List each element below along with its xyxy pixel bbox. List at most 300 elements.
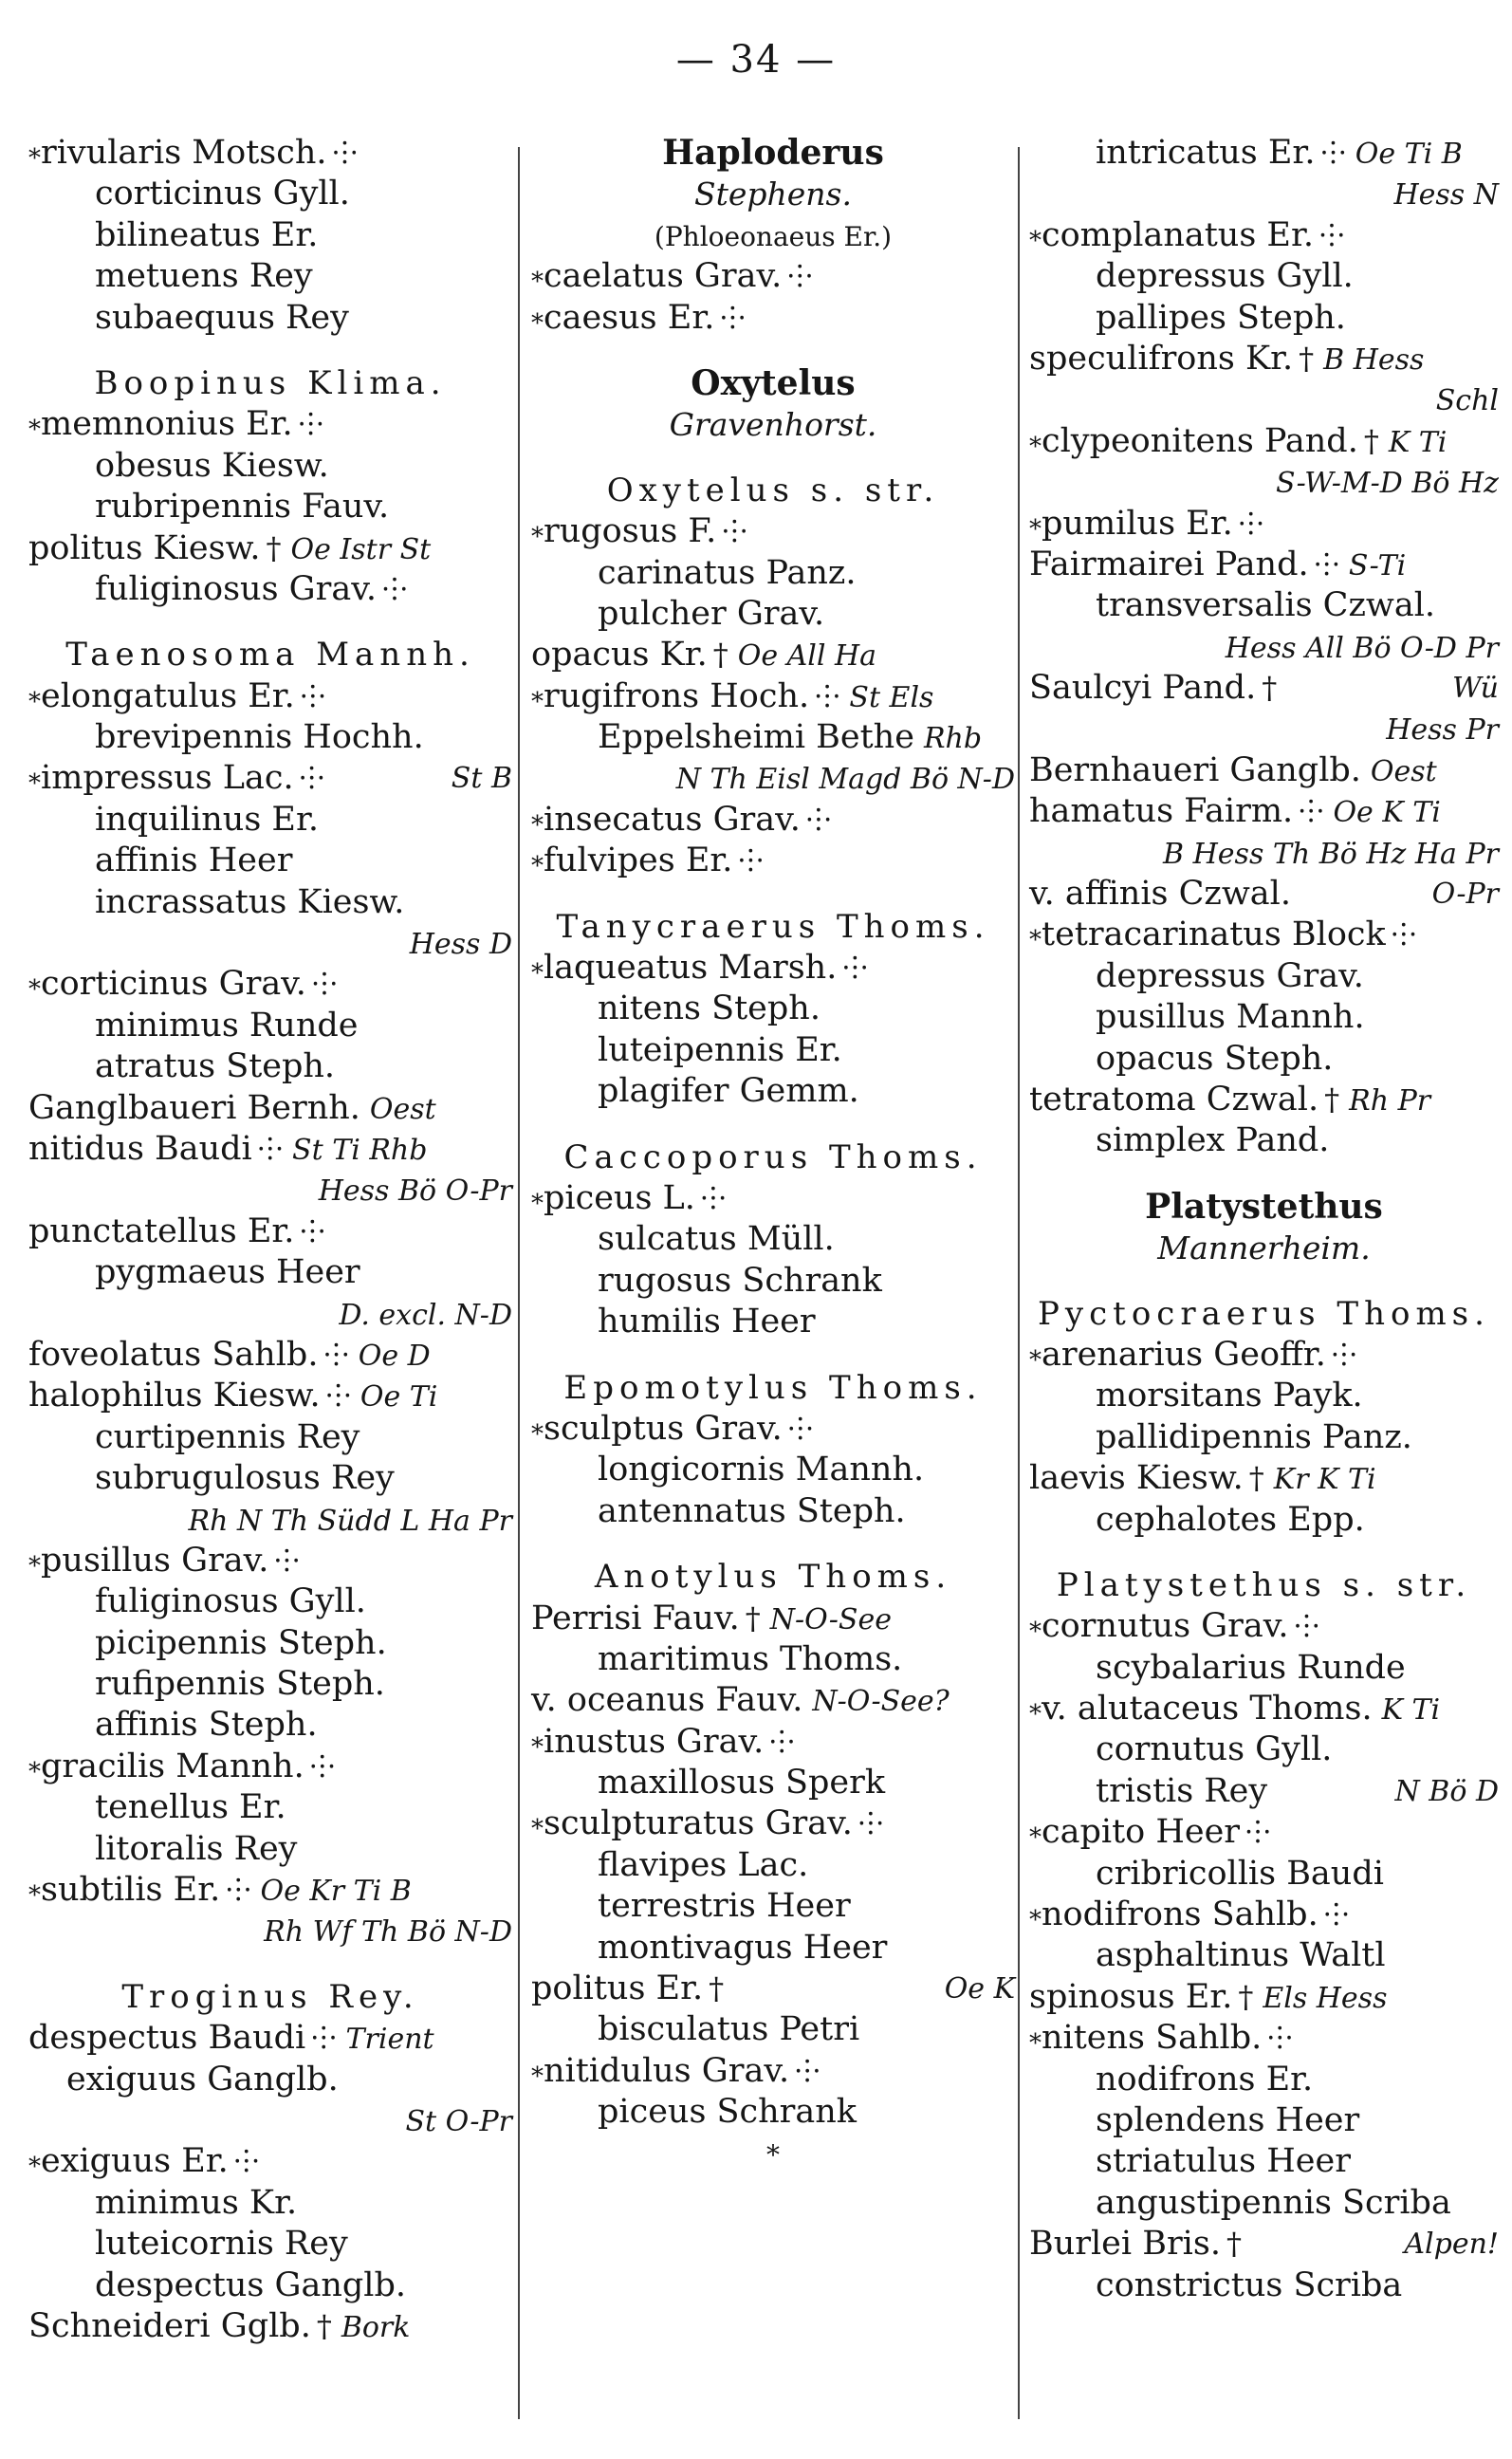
occurrence-symbol: ⸭ [382, 570, 408, 607]
occurrence-symbol: † [1248, 1460, 1264, 1497]
species-name: rugifrons Hoch. [544, 676, 810, 715]
distribution-text: Rhb [923, 722, 983, 756]
species-entry [28, 800, 512, 841]
asterisk-mark: * [1029, 2029, 1042, 2059]
species-entry [1029, 421, 1499, 462]
species-entry [1029, 997, 1499, 1038]
species-entry [28, 298, 512, 339]
species-name: rubripennis Fauv. [95, 488, 390, 527]
asterisk-mark: * [531, 1419, 544, 1449]
species-entry [28, 1046, 512, 1087]
species-name: minimus Runde [95, 1006, 359, 1045]
species-entry [1029, 2183, 1499, 2224]
occurrence-symbol: ⸭ [1320, 135, 1346, 171]
distribution-text: Trient [345, 2023, 434, 2057]
distribution-text: Oe K Ti [1333, 796, 1441, 830]
species-entry [1029, 1771, 1499, 1812]
species-name: morsitans Payk. [1096, 1377, 1363, 1415]
occurrence-symbol: ⸭ [769, 1723, 795, 1760]
distribution-line [531, 758, 1015, 799]
heading-text: Pyctocraerus Thoms. [1038, 1294, 1490, 1333]
occurrence-symbol: ⸭ [1299, 793, 1324, 830]
distribution-text: Hess Bö O-Pr [318, 1174, 512, 1209]
species-entry [1029, 1120, 1499, 1161]
asterisk-mark: * [28, 1757, 41, 1786]
asterisk-mark: * [1029, 1618, 1042, 1647]
occurrence-symbol: ⸭ [815, 677, 840, 714]
species-name: corticinus Gyll. [95, 175, 350, 213]
species-entry [28, 2141, 512, 2182]
occurrence-symbol: ⸭ [1245, 1814, 1271, 1851]
asterisk-mark: * [1029, 1700, 1042, 1729]
species-name: pumilus Er. [1042, 504, 1233, 543]
column-1 [28, 133, 512, 2410]
occurrence-symbol: ⸭ [325, 1377, 351, 1414]
species-entry [28, 1417, 512, 1458]
column-2 [531, 133, 1015, 2410]
occurrence-symbol: ⸭ [299, 760, 324, 797]
asterisk-mark: * [1029, 1345, 1042, 1375]
spacer [531, 1532, 1015, 1557]
distribution-text: Hess N [1393, 178, 1499, 213]
species-entry [1029, 1080, 1499, 1120]
species-name: insecatus Grav. [544, 800, 801, 839]
species-name: nitens Steph. [598, 989, 821, 1028]
heading-text: Taenosoma Mannh. [65, 636, 475, 675]
occurrence-symbol: ⸭ [1314, 545, 1339, 582]
heading-text: Oxytelus [691, 362, 856, 403]
heading-text: Haploderus [662, 133, 884, 173]
distribution-text: O-Pr [1431, 878, 1499, 912]
spacer [531, 1343, 1015, 1368]
species-entry [28, 1211, 512, 1252]
genus-heading [28, 635, 512, 675]
species-entry [28, 2183, 512, 2224]
species-entry [531, 948, 1015, 989]
asterisk-mark: * [28, 2153, 41, 2182]
occurrence-symbol: ⸭ [1331, 1336, 1357, 1373]
asterisk-mark: * [531, 268, 544, 297]
species-entry [1029, 791, 1499, 832]
distribution-text: Oe Istr St [290, 532, 432, 566]
asterisk-mark: * [531, 1815, 544, 1844]
heading-text: Anotylus Thoms. [594, 1558, 952, 1597]
asterisk-mark: * [28, 975, 41, 1005]
species-name: politus Er. [531, 1969, 704, 2008]
species-entry [28, 1376, 512, 1416]
distribution-text: Oe Kr Ti B [260, 1875, 412, 1909]
species-name: sculptus Grav. [544, 1409, 783, 1448]
species-entry [1029, 298, 1499, 339]
asterisk-mark: * [531, 1189, 544, 1218]
column-divider [518, 147, 520, 2419]
occurrence-symbol: † [1324, 1081, 1340, 1118]
species-entry [28, 1664, 512, 1705]
spacer [1029, 1541, 1499, 1565]
spacer [531, 446, 1015, 471]
occurrence-symbol: ⸭ [1391, 916, 1417, 953]
occurrence-symbol: ⸭ [1294, 1608, 1319, 1645]
species-name: despectus Ganglb. [95, 2265, 406, 2304]
species-name: Saulcyi Pand. [1029, 669, 1257, 708]
species-name: rugosus Schrank [598, 1261, 882, 1300]
genus-heading [531, 1557, 1015, 1598]
species-name: terrestris Heer [598, 1887, 851, 1926]
asterisk-mark: * [28, 769, 41, 799]
species-entry [1029, 133, 1499, 174]
species-name: exiguus Er. [41, 2142, 229, 2181]
species-entry [28, 174, 512, 214]
species-name: luteipennis Er. [598, 1030, 842, 1069]
species-name: foveolatus Sahlb. [28, 1335, 319, 1374]
occurrence-symbol: ⸭ [787, 258, 813, 295]
species-entry [531, 1302, 1015, 1342]
species-entry [531, 1680, 1015, 1721]
genus-heading [531, 907, 1015, 948]
species-name: metuens Rey [95, 257, 313, 296]
species-entry [531, 989, 1015, 1029]
species-name: tetracarinatus Block [1042, 915, 1386, 954]
species-name: asphaltinus Waltl [1096, 1936, 1386, 1975]
species-name: tenellus Er. [95, 1788, 286, 1827]
distribution-text: Schl [1435, 384, 1499, 418]
spacer [1029, 1269, 1499, 1294]
species-name: cephalotes Epp. [1096, 1500, 1365, 1539]
occurrence-symbol: ⸭ [300, 1212, 325, 1249]
species-entry [28, 404, 512, 445]
distribution-text: N-O-See? [812, 1685, 950, 1719]
species-name: caesus Er. [544, 298, 715, 337]
spacer [531, 339, 1015, 363]
heading-text: Gravenhorst. [669, 406, 877, 444]
species-entry [1029, 1729, 1499, 1770]
species-entry [1029, 1895, 1499, 1935]
species-entry [531, 1450, 1015, 1490]
asterisk-mark: * [1029, 432, 1042, 461]
heading-text: Boopinus Klima. [94, 363, 447, 402]
occurrence-symbol: † [745, 1599, 761, 1636]
species-entry [531, 553, 1015, 594]
asterisk-mark: * [531, 308, 544, 338]
occurrence-symbol: † [1262, 670, 1278, 707]
distribution-text: B Hess Th Bö Hz Ha Pr [1163, 837, 1499, 871]
spacer [531, 882, 1015, 907]
species-name: Schneideri Gglb. [28, 2306, 311, 2345]
genus-heading [531, 363, 1015, 404]
species-entry [531, 1886, 1015, 1927]
species-name: scybalarius Runde [1096, 1648, 1406, 1687]
genus-heading [1029, 1565, 1499, 1606]
species-entry [1029, 2100, 1499, 2141]
species-entry [28, 215, 512, 256]
species-name: subaequus Rey [95, 298, 349, 337]
species-name: piceus Schrank [598, 2093, 857, 2132]
distribution-text: Hess All Bö O-D Pr [1225, 631, 1499, 665]
species-entry [531, 1071, 1015, 1112]
species-name: punctatellus Er. [28, 1211, 295, 1250]
distribution-text: Kr K Ti [1273, 1463, 1376, 1497]
occurrence-symbol: ⸭ [311, 966, 338, 1003]
species-name: simplex Pand. [1096, 1121, 1330, 1160]
species-entry [1029, 1689, 1499, 1729]
species-entry [28, 256, 512, 297]
occurrence-symbol: † [712, 637, 728, 674]
heading-text: Platystethus [1145, 1186, 1383, 1227]
distribution-line [1029, 462, 1499, 503]
occurrence-symbol: ⸭ [722, 513, 747, 550]
genus-heading [531, 471, 1015, 511]
species-name: opacus Steph. [1096, 1039, 1334, 1078]
occurrence-symbol: ⸭ [309, 1747, 336, 1784]
species-name: v. oceanus Fauv. [531, 1681, 803, 1720]
occurrence-symbol: ⸭ [720, 299, 746, 336]
genus-heading [531, 2134, 1015, 2174]
species-entry [531, 1803, 1015, 1844]
species-entry [1029, 1854, 1499, 1895]
species-name: cribricollis Baudi [1096, 1854, 1384, 1893]
distribution-line [1029, 709, 1499, 749]
asterisk-mark: * [28, 687, 41, 716]
distribution-line [28, 1500, 512, 1541]
occurrence-symbol: ⸭ [738, 842, 764, 879]
heading-text: Oxytelus s. str. [606, 471, 940, 509]
genus-heading [1029, 1187, 1499, 1228]
occurrence-symbol: ⸭ [787, 1410, 813, 1447]
species-name: Burlei Bris. [1029, 2225, 1221, 2264]
occurrence-symbol: ⸭ [274, 1542, 300, 1579]
heading-text: * [766, 2138, 780, 2171]
species-entry [28, 2306, 512, 2347]
occurrence-symbol: ⸭ [298, 406, 323, 443]
species-name: nitens Sahlb. [1042, 2019, 1263, 2058]
species-name: obesus Kiesw. [95, 446, 329, 485]
species-entry [1029, 874, 1499, 915]
species-entry [531, 298, 1015, 339]
occurrence-symbol: † [1299, 340, 1315, 377]
distribution-text: St B [451, 762, 512, 796]
species-name: transversalis Czwal. [1096, 586, 1436, 625]
species-entry [531, 1261, 1015, 1302]
species-name: Eppelsheimi Bethe [598, 718, 914, 757]
occurrence-symbol: ⸭ [842, 950, 868, 987]
species-entry [531, 511, 1015, 552]
species-name: brevipennis Hochh. [95, 718, 424, 757]
species-entry [1029, 256, 1499, 297]
species-entry [1029, 2141, 1499, 2182]
species-entry [531, 1219, 1015, 1260]
distribution-text: N Th Eisl Magd Bö N-D [675, 763, 1015, 797]
species-entry [1029, 545, 1499, 585]
genus-heading [531, 1137, 1015, 1178]
species-name: curtipennis Rey [95, 1417, 360, 1456]
species-name: pusillus Mannh. [1096, 998, 1365, 1037]
species-entry [531, 2009, 1015, 2050]
distribution-text: St O-Pr [405, 2104, 512, 2138]
distribution-text: Rh Wf Th Bö N-D [264, 1915, 512, 1950]
species-name: capito Heer [1042, 1813, 1241, 1852]
distribution-text: N-O-See [769, 1602, 892, 1636]
page-number: — 34 — [675, 38, 837, 82]
species-entry [1029, 2265, 1499, 2306]
occurrence-symbol: ⸭ [805, 801, 832, 838]
occurrence-symbol: † [316, 2307, 332, 2344]
heading-text: Stephens. [694, 176, 852, 213]
species-name: laqueatus Marsh. [544, 949, 838, 988]
species-entry [28, 882, 512, 923]
distribution-line [28, 1170, 512, 1211]
species-entry [1029, 1417, 1499, 1458]
species-entry [531, 1491, 1015, 1532]
species-name: splendens Heer [1096, 2100, 1360, 2139]
occurrence-symbol: ⸭ [311, 2020, 337, 2057]
species-entry [531, 1763, 1015, 1803]
asterisk-mark: * [28, 1551, 41, 1581]
distribution-text: Oe K [944, 1972, 1015, 2006]
occurrence-symbol: ⸭ [323, 1336, 349, 1373]
species-entry [28, 1252, 512, 1293]
species-name: pusillus Grav. [41, 1541, 269, 1580]
species-entry [531, 800, 1015, 841]
species-name: maxillosus Sperk [598, 1764, 886, 1803]
species-name: inustus Grav. [544, 1722, 765, 1761]
occurrence-symbol: ⸭ [226, 1872, 251, 1909]
species-name: piceus L. [544, 1178, 695, 1217]
distribution-text: Hess Pr [1386, 713, 1499, 748]
species-name: antennatus Steph. [598, 1491, 906, 1530]
asterisk-mark: * [1029, 926, 1042, 955]
species-entry [28, 676, 512, 717]
distribution-text: Wü [1452, 672, 1499, 706]
species-entry [531, 1969, 1015, 2009]
species-entry [28, 1870, 512, 1911]
occurrence-symbol: † [709, 1970, 725, 2007]
distribution-text: Alpen! [1404, 2228, 1499, 2262]
distribution-line [28, 923, 512, 964]
species-entry [28, 446, 512, 487]
species-entry [1029, 339, 1499, 379]
heading-text: (Phloeonaeus Er.) [654, 220, 893, 252]
species-name: affinis Steph. [95, 1706, 318, 1745]
occurrence-symbol: ⸭ [1323, 1896, 1349, 1933]
species-entry [531, 1722, 1015, 1763]
distribution-text: Oe Ti [360, 1380, 438, 1414]
genus-heading [1029, 1228, 1499, 1268]
species-entry [1029, 1376, 1499, 1416]
species-name: maritimus Thoms. [598, 1639, 903, 1678]
species-entry [531, 594, 1015, 635]
species-name: minimus Kr. [95, 2183, 298, 2222]
species-entry [531, 1409, 1015, 1450]
occurrence-symbol: ⸭ [1319, 216, 1345, 253]
species-name: flavipes Lac. [598, 1845, 809, 1884]
species-entry [28, 1829, 512, 1870]
asterisk-mark: * [531, 687, 544, 716]
asterisk-mark: * [28, 1881, 41, 1911]
species-entry [1029, 1648, 1499, 1689]
occurrence-symbol: ⸭ [233, 2143, 260, 2180]
species-entry [1029, 956, 1499, 997]
species-name: carinatus Panz. [598, 553, 857, 592]
species-name: plagifer Gemm. [598, 1072, 859, 1111]
species-entry [28, 1129, 512, 1170]
species-entry [28, 1581, 512, 1622]
genus-heading [531, 404, 1015, 445]
species-entry [531, 1639, 1015, 1680]
species-entry [1029, 215, 1499, 256]
species-entry [28, 1705, 512, 1746]
heading-text: Tanycraerus Thoms. [556, 907, 990, 946]
distribution-text: B Hess [1323, 342, 1425, 377]
asterisk-mark: * [1029, 1906, 1042, 1935]
species-name: cornutus Gyll. [1096, 1730, 1333, 1769]
species-entry [1029, 504, 1499, 545]
distribution-text: S-Ti [1348, 548, 1407, 582]
species-entry [1029, 750, 1499, 791]
spacer [28, 1952, 512, 1977]
distribution-text: Rh Pr [1349, 1083, 1431, 1118]
species-name: halophilus Kiesw. [28, 1377, 321, 1415]
species-name: Fairmairei Pand. [1029, 545, 1309, 583]
species-name: nodifrons Er. [1096, 2060, 1314, 2098]
genus-heading [531, 174, 1015, 214]
species-entry [28, 1335, 512, 1376]
asterisk-mark: * [1029, 1823, 1042, 1853]
spacer [531, 1113, 1015, 1137]
species-name: speculifrons Kr. [1029, 339, 1294, 378]
asterisk-mark: * [1029, 226, 1042, 255]
species-name: luteicornis Rey [95, 2225, 348, 2264]
genus-heading [531, 1368, 1015, 1409]
distribution-line [1029, 174, 1499, 214]
species-name: Ganglbaueri Bernh. [28, 1088, 360, 1127]
species-name: nitidulus Grav. [544, 2051, 790, 2090]
spacer [1029, 1162, 1499, 1187]
species-name: subtilis Er. [41, 1871, 221, 1910]
species-entry [1029, 1606, 1499, 1647]
distribution-line [28, 1294, 512, 1335]
species-name: caelatus Grav. [544, 257, 783, 296]
species-name: sulcatus Müll. [598, 1220, 835, 1259]
species-entry [531, 2092, 1015, 2133]
species-entry [531, 1030, 1015, 1071]
species-entry [28, 1541, 512, 1581]
occurrence-symbol: ⸭ [332, 135, 358, 171]
species-name: fuliginosus Gyll. [95, 1582, 366, 1621]
heading-text: Epomotylus Thoms. [563, 1368, 983, 1407]
species-name: angustipennis Scriba [1096, 2183, 1451, 2222]
species-name: fuliginosus Grav. [95, 569, 377, 608]
species-name: humilis Heer [598, 1303, 816, 1341]
species-entry [1029, 2060, 1499, 2100]
distribution-text: St Els [849, 680, 934, 714]
species-entry [1029, 2018, 1499, 2059]
species-entry [531, 256, 1015, 297]
distribution-line [28, 1911, 512, 1951]
species-entry [1029, 1500, 1499, 1541]
asterisk-mark: * [28, 416, 41, 445]
species-entry [1029, 1335, 1499, 1376]
asterisk-mark: * [531, 1732, 544, 1762]
species-name: corticinus Grav. [41, 965, 306, 1004]
species-name: litoralis Rey [95, 1829, 298, 1868]
genus-heading [531, 215, 1015, 256]
species-name: rivularis Motsch. [41, 134, 327, 172]
species-name: bisculatus Petri [598, 2010, 860, 2049]
occurrence-symbol: ⸭ [795, 2052, 821, 2089]
species-name: affinis Heer [95, 841, 293, 880]
species-entry [531, 2051, 1015, 2092]
species-name: v. affinis Czwal. [1029, 875, 1291, 914]
